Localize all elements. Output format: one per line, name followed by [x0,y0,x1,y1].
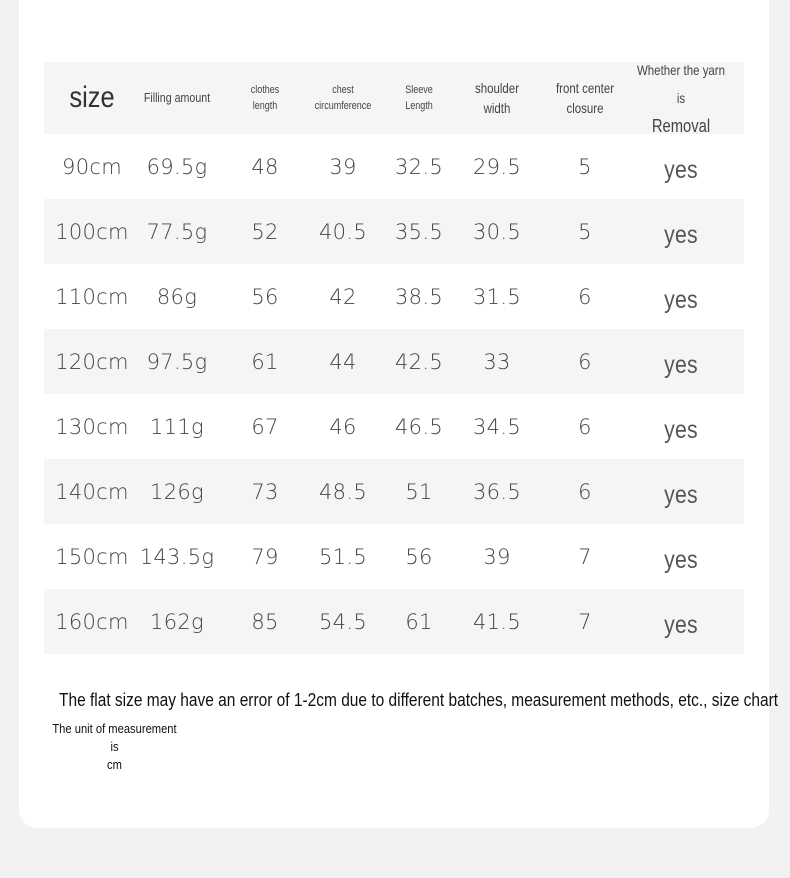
cell-front-center-closure: 7 [578,544,592,569]
cell-clothes-length: 67 [251,414,279,439]
unit-note: The unit of measurement is cm [52,721,177,772]
header-clothes-length: clothes length [250,84,280,112]
cell-filling-amount: 126g [150,479,204,504]
table-row [44,329,744,394]
table-row [44,524,744,589]
cell-filling-amount: 97.5g [146,349,208,374]
cell-size: 140cm [55,479,129,504]
cell-shoulder-width: 33 [483,349,511,374]
cell-filling-amount: 86g [156,284,198,309]
table-row [44,264,744,329]
cell-front-center-closure: 6 [578,284,592,309]
cell-shoulder-width: 34.5 [473,414,521,439]
cell-chest-circumference: 40.5 [319,219,367,244]
cell-size: 160cm [55,609,129,634]
cell-clothes-length: 48 [251,154,279,179]
table-header-row [44,62,744,134]
header-sleeve-length: Sleeve Length [405,84,433,112]
cell-front-center-closure: 6 [578,349,592,374]
cell-clothes-length: 79 [251,544,279,569]
size-table [44,62,744,654]
cell-chest-circumference: 48.5 [319,479,367,504]
cell-shoulder-width: 30.5 [473,219,521,244]
cell-yarn-removal: yes [664,611,698,639]
cell-front-center-closure: 5 [578,219,592,244]
cell-yarn-removal: yes [664,416,698,444]
cell-sleeve-length: 32.5 [395,154,443,179]
cell-chest-circumference: 42 [329,284,357,309]
cell-filling-amount: 111g [150,414,204,439]
cell-filling-amount: 143.5g [139,544,215,569]
table-row [44,199,744,264]
cell-front-center-closure: 6 [578,414,592,439]
header-filling-amount: Filling amount [143,90,211,105]
cell-yarn-removal: yes [664,351,698,379]
table-row [44,589,744,654]
cell-clothes-length: 61 [251,349,279,374]
cell-size: 130cm [55,414,129,439]
cell-front-center-closure: 7 [578,609,592,634]
cell-filling-amount: 69.5g [146,154,208,179]
cell-sleeve-length: 51 [405,479,433,504]
cell-yarn-removal: yes [664,481,698,509]
header-chest-circumference: chest circumference [314,84,372,112]
cell-shoulder-width: 41.5 [473,609,521,634]
cell-chest-circumference: 51.5 [319,544,367,569]
cell-clothes-length: 85 [251,609,279,634]
cell-chest-circumference: 39 [329,154,357,179]
cell-shoulder-width: 31.5 [473,284,521,309]
cell-size: 110cm [55,284,129,309]
cell-filling-amount: 77.5g [146,219,208,244]
cell-clothes-length: 73 [251,479,279,504]
cell-clothes-length: 52 [251,219,279,244]
cell-chest-circumference: 44 [329,349,357,374]
cell-chest-circumference: 54.5 [319,609,367,634]
cell-yarn-removal: yes [664,546,698,574]
cell-size: 120cm [55,349,129,374]
cell-front-center-closure: 5 [578,154,592,179]
header-shoulder-width: shoulder width [474,80,520,116]
cell-yarn-removal: yes [664,156,698,184]
cell-clothes-length: 56 [251,284,279,309]
cell-sleeve-length: 46.5 [395,414,443,439]
header-size: size [69,81,115,114]
table-row [44,394,744,459]
cell-filling-amount: 162g [150,609,204,634]
cell-shoulder-width: 39 [483,544,511,569]
cell-sleeve-length: 56 [405,544,433,569]
cell-yarn-removal: yes [664,286,698,314]
table-row [44,134,744,199]
cell-size: 90cm [62,154,122,179]
cell-sleeve-length: 61 [405,609,433,634]
cell-chest-circumference: 46 [329,414,357,439]
cell-size: 100cm [55,219,129,244]
cell-sleeve-length: 38.5 [395,284,443,309]
header-front-center-closure: front center closure [555,80,615,116]
cell-shoulder-width: 29.5 [473,154,521,179]
header-yarn-removal: Whether the yarn is Removal [636,62,726,136]
cell-shoulder-width: 36.5 [473,479,521,504]
measurement-error-note: The flat size may have an error of 1-2cm due to different batches, measurement methods, etc., size chart [59,690,779,710]
cell-front-center-closure: 6 [578,479,592,504]
cell-sleeve-length: 35.5 [395,219,443,244]
cell-sleeve-length: 42.5 [395,349,443,374]
table-row [44,459,744,524]
cell-size: 150cm [55,544,129,569]
cell-yarn-removal: yes [664,221,698,249]
